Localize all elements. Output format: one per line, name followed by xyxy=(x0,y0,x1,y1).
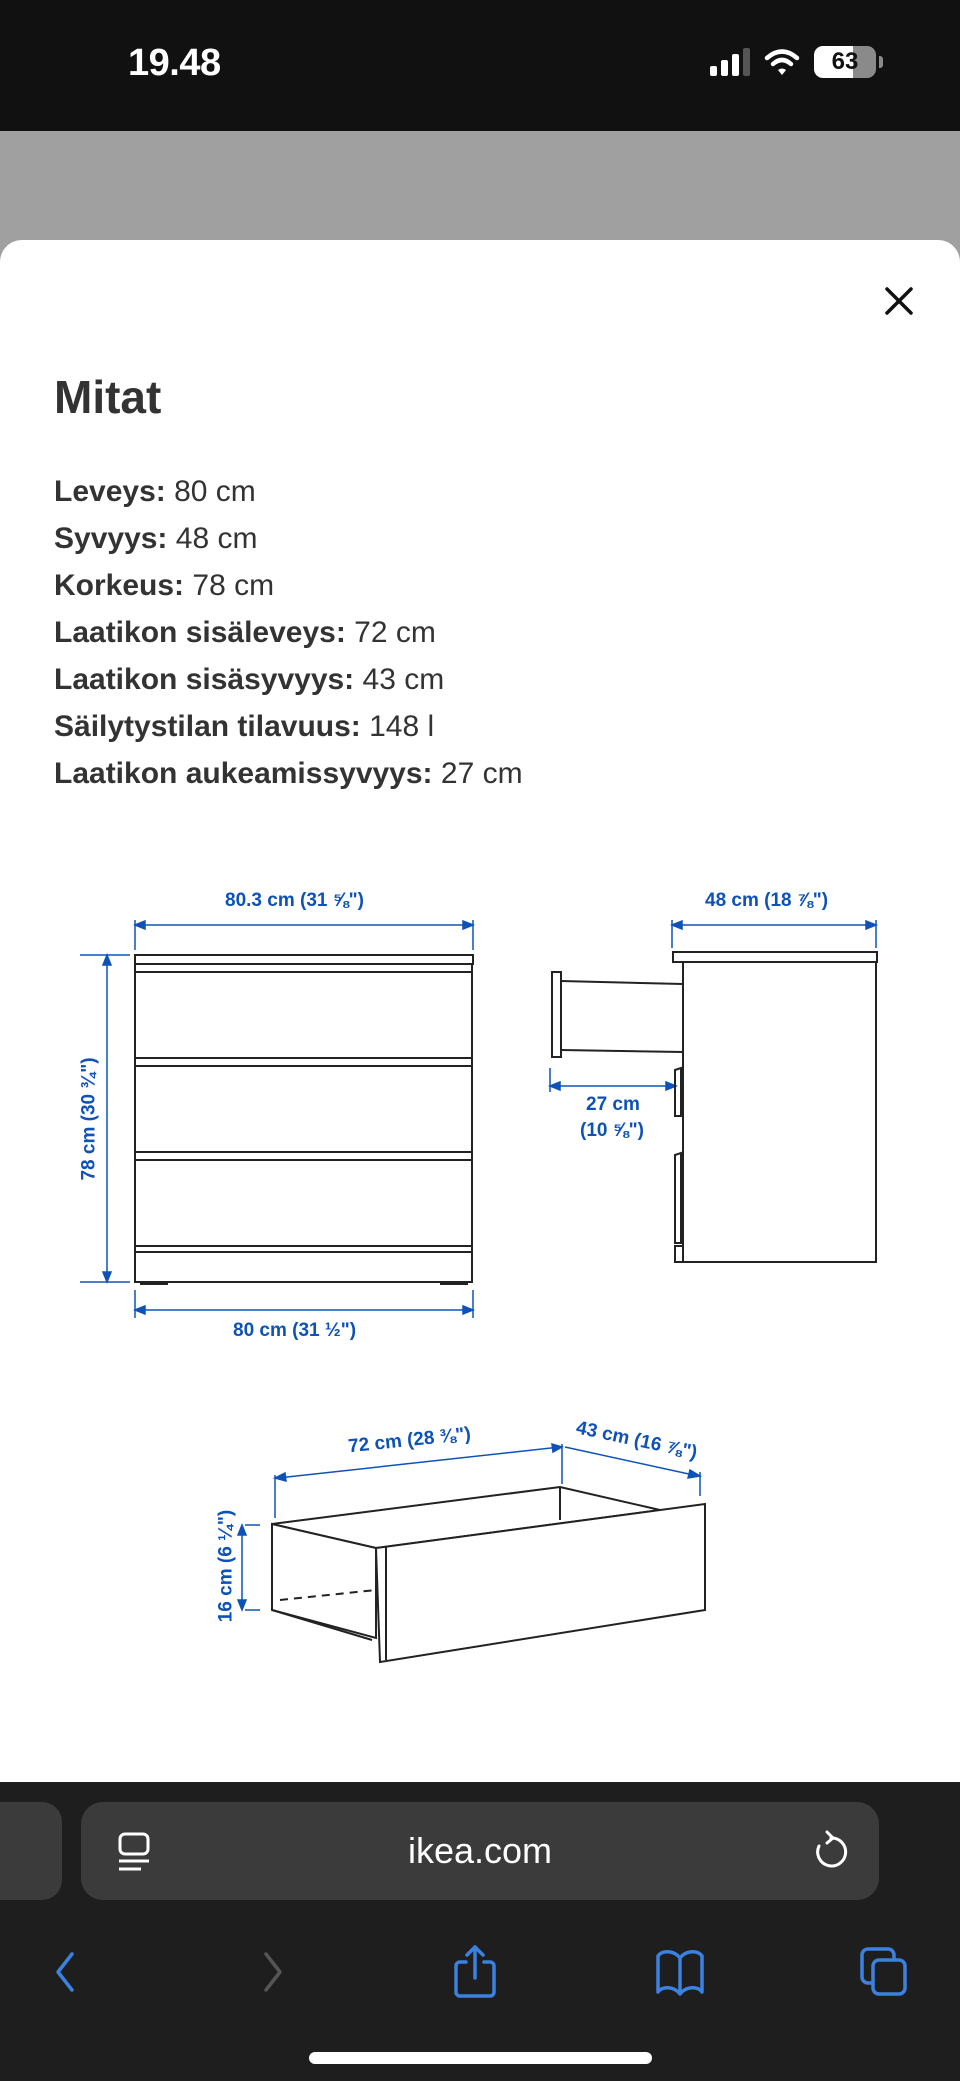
url-text: ikea.com xyxy=(407,1830,553,1871)
close-button[interactable] xyxy=(874,276,924,326)
status-time: 19.48 xyxy=(128,42,221,84)
home-indicator[interactable] xyxy=(309,2052,652,2064)
dimension-row xyxy=(54,703,523,750)
side-opening-label-line1: 27 cm xyxy=(586,1094,640,1115)
dimension-value: 48 cm xyxy=(175,522,258,555)
dimension-label: Säilytystilan tilavuus: xyxy=(54,710,361,743)
dimensions-sheet xyxy=(0,240,960,1782)
address-bar[interactable] xyxy=(81,1802,879,1900)
reload-icon[interactable] xyxy=(813,1830,849,1872)
dimension-label: Laatikon sisäsyvyys: xyxy=(54,663,355,696)
battery-percent: 63 xyxy=(831,48,859,75)
dimension-label: Laatikon aukeamissyvyys: xyxy=(54,757,433,790)
tabs-button[interactable] xyxy=(850,1932,920,2012)
close-icon xyxy=(884,286,914,316)
front-top-width-label: 80.3 cm (31 ⅝") xyxy=(225,890,364,911)
back-button[interactable] xyxy=(30,1932,100,2012)
wifi-icon xyxy=(764,48,800,76)
drawer-diagram xyxy=(200,1400,760,1730)
front-view-diagram xyxy=(70,880,490,1340)
front-height-label: 78 cm (30 ¾") xyxy=(78,1057,100,1181)
dimension-label: Korkeus: xyxy=(54,569,185,602)
cellular-signal-icon xyxy=(710,48,750,76)
drawer-depth-label: 43 cm (16 ⅞") xyxy=(574,1417,700,1464)
bookmarks-icon xyxy=(654,1948,706,1996)
dimension-value: 78 cm xyxy=(192,569,275,602)
side-depth-label: 48 cm (18 ⅞") xyxy=(705,890,829,911)
dimension-row xyxy=(54,609,523,656)
dimension-label: Leveys: xyxy=(54,475,166,508)
dimension-value: 27 cm xyxy=(440,757,523,790)
dimension-row xyxy=(54,515,523,562)
dimension-label: Laatikon sisäleveys: xyxy=(54,616,346,649)
dimension-value: 148 l xyxy=(369,710,435,743)
forward-icon xyxy=(258,1950,288,1994)
share-button[interactable] xyxy=(440,1932,510,2012)
bookmarks-button[interactable] xyxy=(645,1932,715,2012)
back-icon xyxy=(50,1950,80,1994)
dimension-row xyxy=(54,562,523,609)
chest-side-drawing xyxy=(540,880,900,1300)
dimension-row xyxy=(54,468,523,515)
dimension-value: 72 cm xyxy=(354,616,436,649)
browser-bottom-bar xyxy=(0,1782,960,2081)
sheet-title: Mitat xyxy=(54,371,162,423)
browser-toolbar xyxy=(0,1932,960,2012)
dimension-label: Syvyys: xyxy=(54,522,168,555)
front-bottom-width-label: 80 cm (31 ½") xyxy=(233,1320,357,1341)
battery-icon xyxy=(814,46,876,78)
share-icon xyxy=(452,1944,498,2000)
drawer-width-label: 72 cm (28 ⅜") xyxy=(347,1423,472,1458)
dimension-value: 80 cm xyxy=(174,475,256,508)
dimension-row xyxy=(54,750,523,797)
side-opening-label-line2: (10 ⅝") xyxy=(580,1120,644,1141)
side-view-diagram xyxy=(540,880,900,1300)
forward-button[interactable] xyxy=(238,1932,308,2012)
tabs-icon xyxy=(859,1946,911,1998)
dimension-row xyxy=(54,656,523,703)
dimensions-list xyxy=(54,468,523,797)
dimension-value: 43 cm xyxy=(362,663,445,696)
drawer-height-label: 16 cm (6 ¼") xyxy=(215,1509,237,1623)
status-icons xyxy=(710,46,876,78)
chest-front-drawing xyxy=(70,880,490,1340)
previous-tab-preview[interactable] xyxy=(0,1802,62,1900)
status-bar xyxy=(0,0,960,131)
